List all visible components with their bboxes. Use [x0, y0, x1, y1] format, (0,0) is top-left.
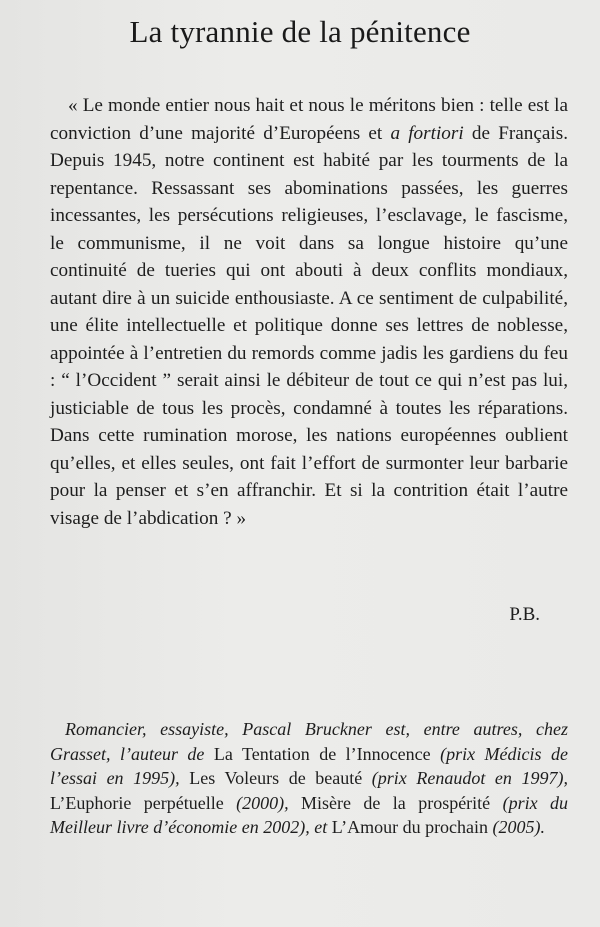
bio-text-3: (prix Renaudot en 1997), — [362, 768, 568, 788]
quote-italic-phrase: a fortiori — [390, 122, 464, 144]
author-bio — [50, 717, 568, 840]
quote-text-part-1: « Le monde entier nous hait et nous le méritons bien : telle est la conviction d’une majorité d’Européens et — [50, 95, 568, 144]
bio-book-title-5: L’Amour du prochain — [331, 817, 489, 837]
bio-text-6: (2005). — [488, 817, 546, 837]
bio-text-5: (prix du Meilleur livre d’économie en 2002), et — [50, 792, 568, 837]
quote-paragraph — [50, 92, 568, 532]
page-title: La tyrannie de la pénitence — [129, 14, 471, 49]
bio-book-title-4: Misère de la prospérité — [301, 792, 491, 813]
quote-text-part-2: de Français. Depuis 1945, notre continent est habité par les tourments de la repentance. Ressassant ses abominations passées, les guerres incessantes, les persécutions religieuses, l’esclavage, le fascisme, le communisme, il ne voit dans sa longue histoire qu’une continuité de tueries qui ont abouti à deux conflits mondiaux, autant dire à un suicide enthousiaste. A ce sentiment de culpabilité, une élite intellectuelle et politique donne ses lettres de noblesse, appointée à l’entretien du remords comme jadis les gardiens du feu : “ l’Occident ” serait ainsi le débiteur de tout ce qui n’est pas lui, justiciable de tous les procès, condamné à toutes les réparations. Dans cette rumination morose, les nations européennes oublient qu’elles, et elles seules, ont fait l’effort de surmonter leur barbarie pour la penser et s’en affranchir. Et si la contrition était l’autre visage de l’abdication ? » — [50, 122, 568, 529]
bio-text-4: (2000), — [223, 792, 301, 813]
bio-text-2: (prix Médicis de l’essai en 1995), — [50, 743, 568, 788]
author-initials: P.B. — [509, 604, 540, 625]
bio-text-1: Romancier, essayiste, Pascal Bruckner est, entre autres, chez Grasset, l’auteur de — [50, 719, 568, 764]
bio-book-title-1: La Tentation de l’Innocence — [213, 743, 431, 764]
bio-book-title-3: L’Euphorie perpétuelle — [50, 792, 224, 813]
bio-book-title-2: Les Voleurs de beauté — [189, 768, 363, 788]
